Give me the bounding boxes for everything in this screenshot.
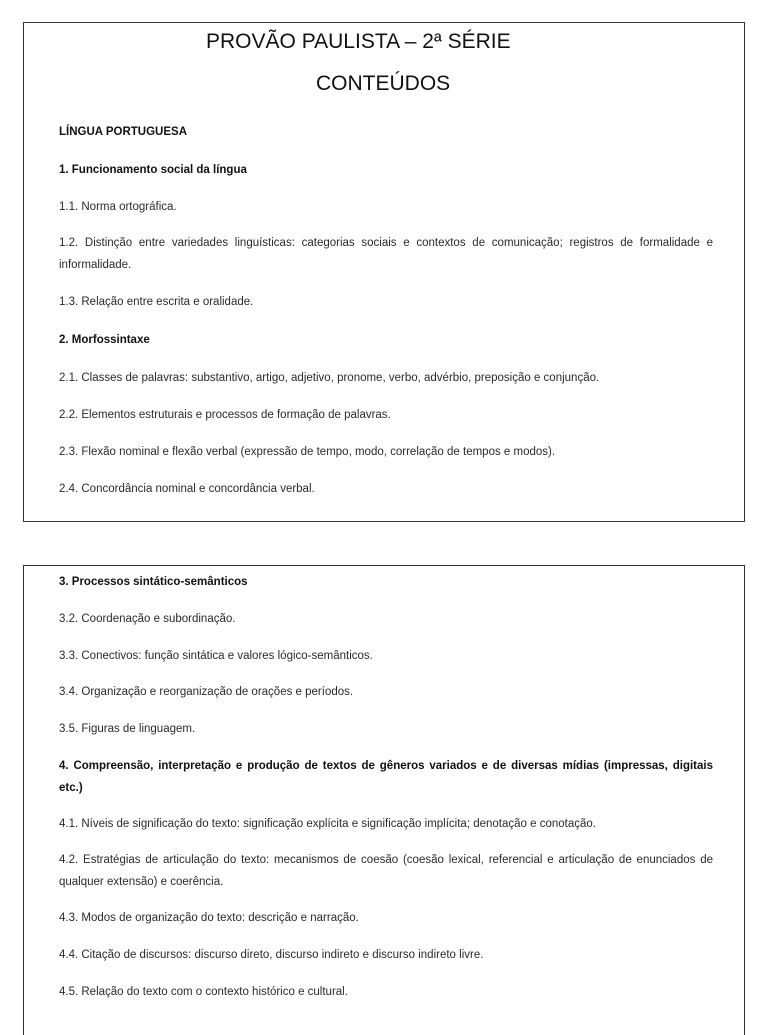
item-4-3: 4.3. Modos de organização do texto: descrição e narração. [59,912,359,924]
item-4-1: 4.1. Níveis de significação do texto: significação explícita e significação implícita; denotação e conotação. [59,818,596,830]
section-1-heading: 1. Funcionamento social da língua [59,164,247,176]
page-title: PROVÃO PAULISTA – 2ª SÉRIE [206,30,511,53]
item-2-2: 2.2. Elementos estruturais e processos de formação de palavras. [59,409,391,421]
document-page-2 [23,565,745,1035]
item-4-5: 4.5. Relação do texto com o contexto histórico e cultural. [59,986,348,998]
section-3-heading: 3. Processos sintático-semânticos [59,576,248,588]
item-1-3: 1.3. Relação entre escrita e oralidade. [59,296,254,308]
item-1-1: 1.1. Norma ortográfica. [59,201,177,213]
section-4-heading: 4. Compreensão, interpretação e produção de textos de gêneros variados e de diversas mídias (impressas, digitais etc.) [59,760,713,794]
item-1-2: 1.2. Distinção entre variedades linguísticas: categorias sociais e contextos de comunicação; registros de formalidade e informalidade. [59,237,713,271]
item-2-1: 2.1. Classes de palavras: substantivo, artigo, adjetivo, pronome, verbo, advérbio, preposição e conjunção. [59,372,600,384]
section-2-heading: 2. Morfossintaxe [59,334,150,346]
item-3-5: 3.5. Figuras de linguagem. [59,723,196,735]
document-page-1 [23,22,745,522]
item-3-2: 3.2. Coordenação e subordinação. [59,613,236,625]
item-4-2: 4.2. Estratégias de articulação do texto: mecanismos de coesão (coesão lexical, referencial e articulação de enunciados de qualquer extensão) e coerência. [59,854,713,888]
item-3-3: 3.3. Conectivos: função sintática e valores lógico-semânticos. [59,650,373,662]
item-3-4: 3.4. Organização e reorganização de orações e períodos. [59,686,354,698]
item-4-4: 4.4. Citação de discursos: discurso direto, discurso indireto e discurso indireto livre. [59,949,484,961]
item-2-3: 2.3. Flexão nominal e flexão verbal (expressão de tempo, modo, correlação de tempos e modos). [59,446,556,458]
page-subtitle: CONTEÚDOS [316,72,451,95]
subject-heading: LÍNGUA PORTUGUESA [59,126,187,138]
item-2-4: 2.4. Concordância nominal e concordância verbal. [59,483,315,495]
